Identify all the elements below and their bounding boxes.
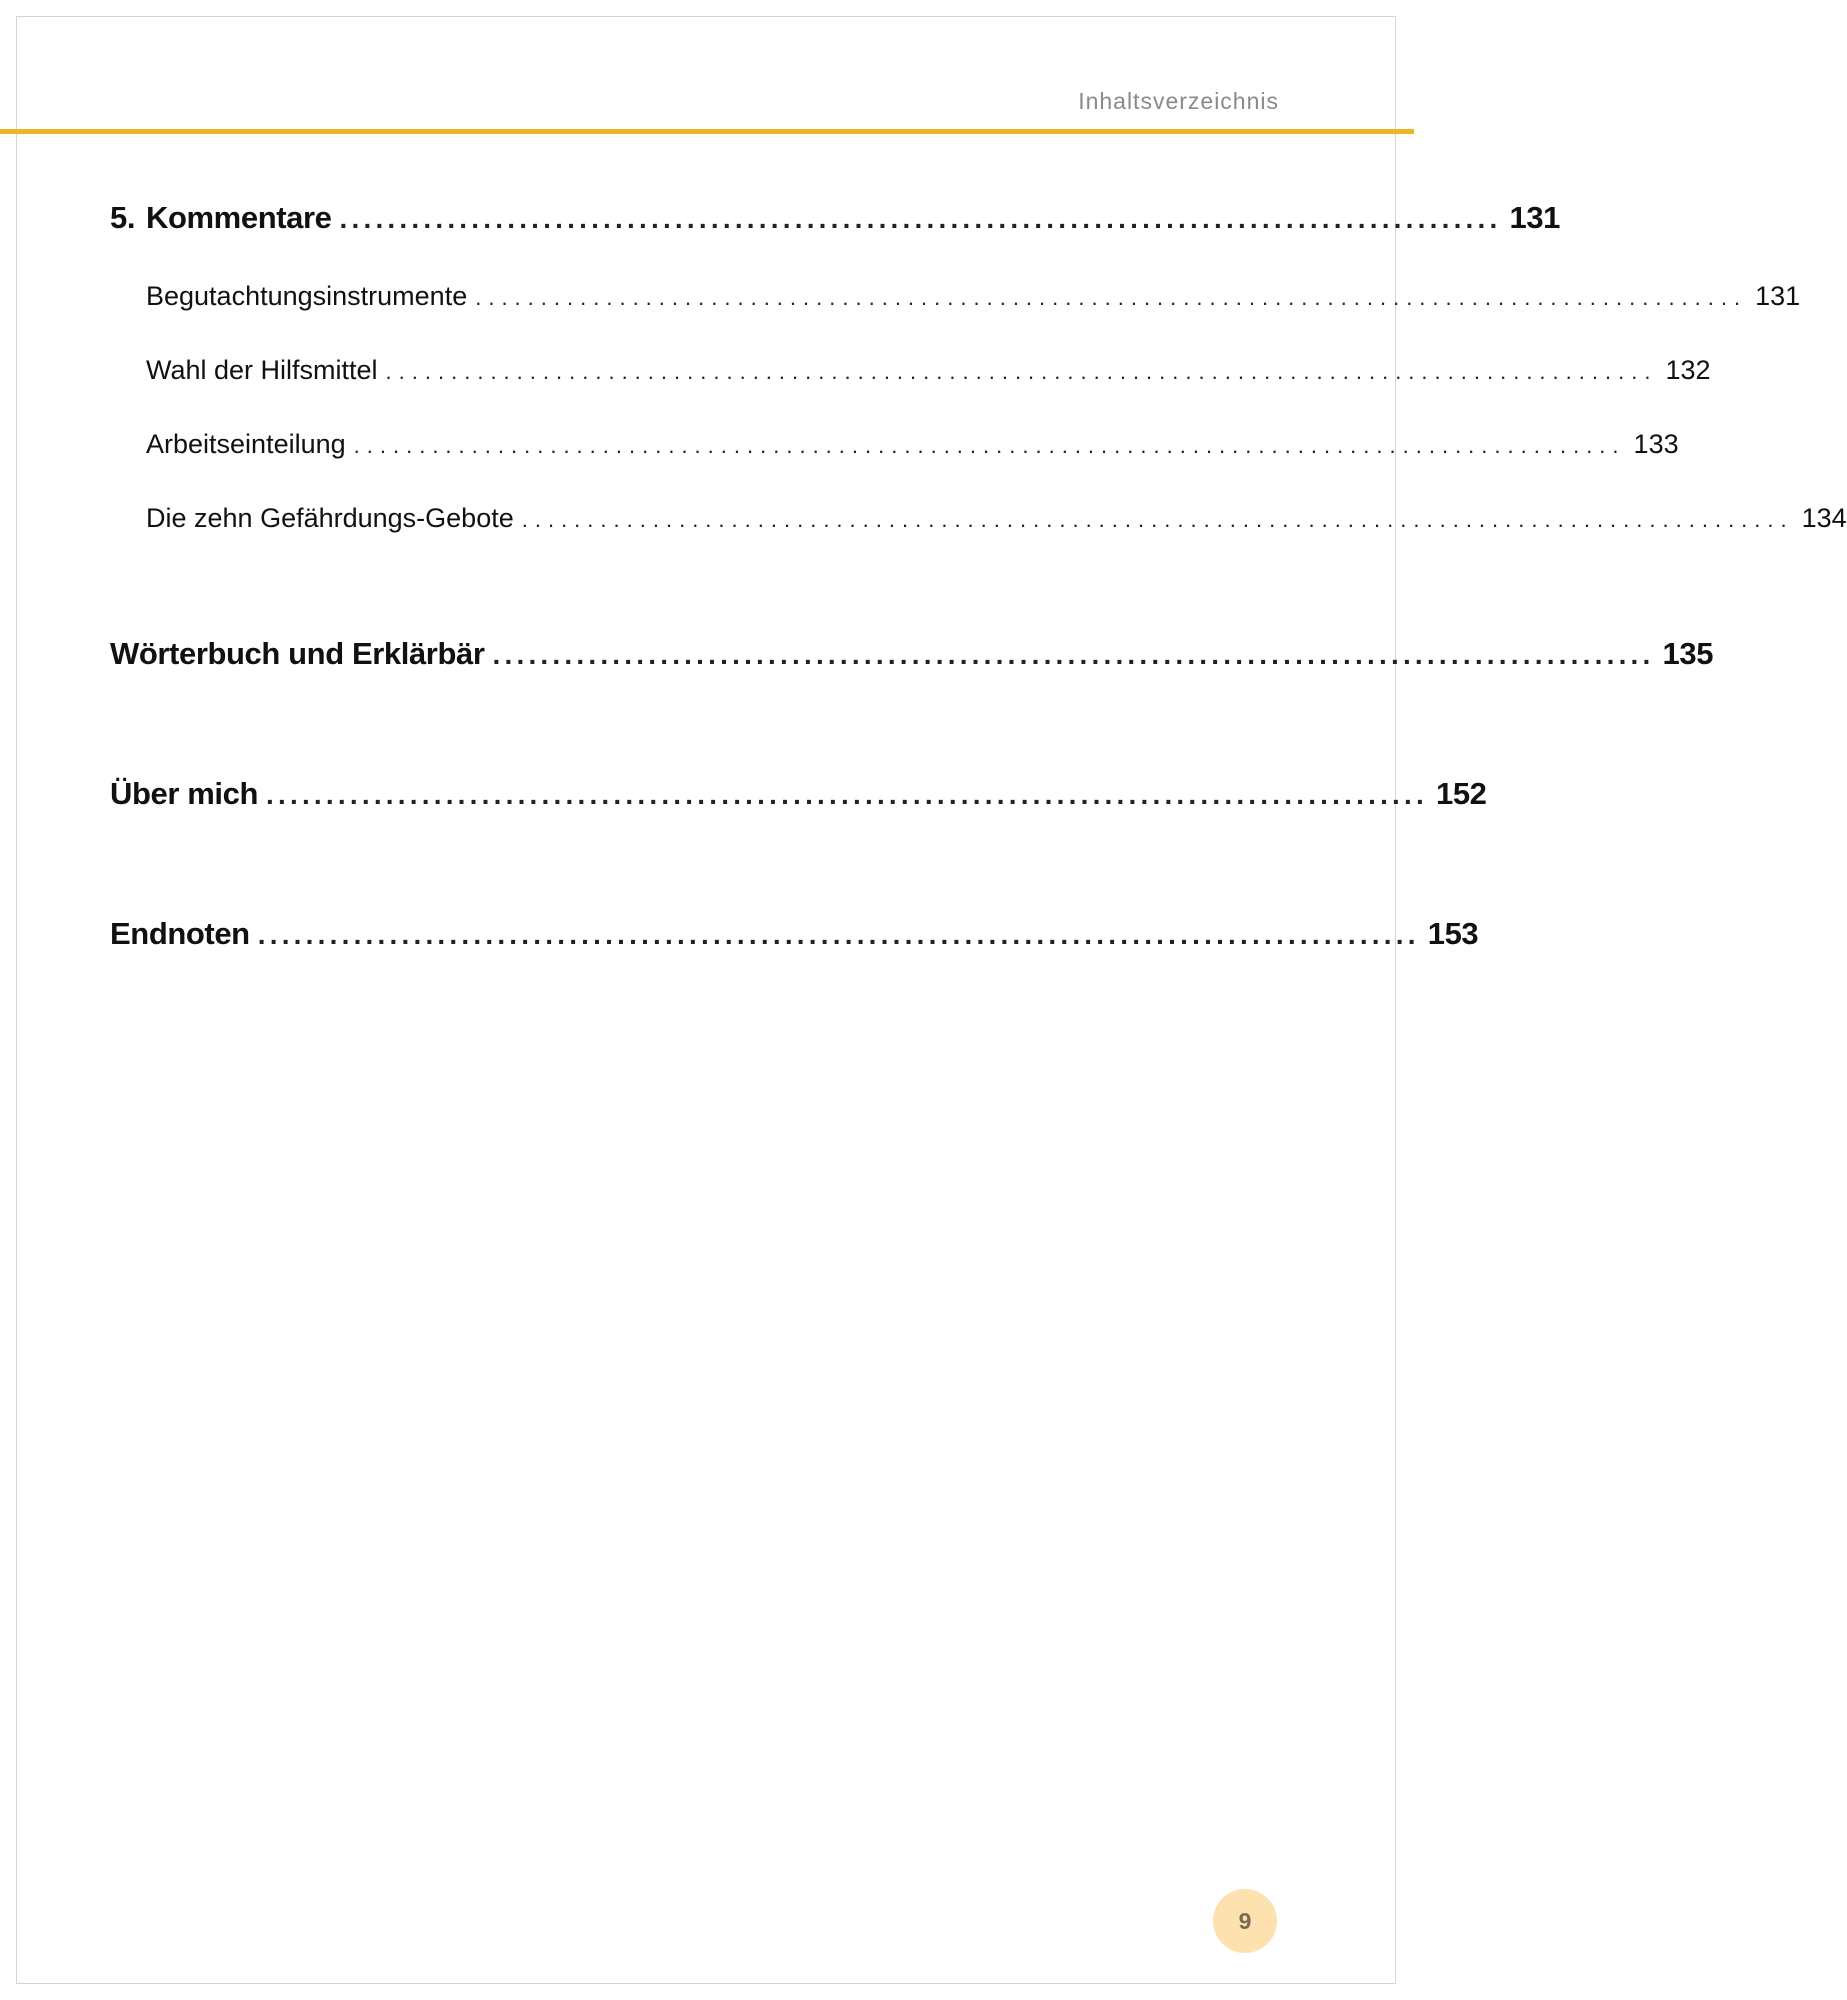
dot-leader: ................................................................................................. bbox=[266, 779, 1428, 810]
toc-entry-number: 5. bbox=[110, 200, 136, 235]
dot-leader: ................................................................................................. bbox=[492, 639, 1655, 670]
toc-entry-page: 152 bbox=[1436, 776, 1487, 811]
dot-leader: ................................................................................................. bbox=[475, 285, 1748, 310]
toc-entry-title: Begutachtungsinstrumente bbox=[146, 281, 468, 311]
toc-entry-endnoten[interactable] bbox=[110, 916, 1479, 952]
header-rule bbox=[0, 129, 1414, 134]
dot-leader: ................................................................................................. bbox=[385, 359, 1658, 384]
toc-entry-title: Endnoten bbox=[110, 916, 250, 951]
toc-entry-ueber-mich[interactable] bbox=[110, 776, 1487, 812]
toc-entry-wahl-der-hilfsmittel[interactable] bbox=[110, 355, 1711, 386]
toc-entry-page: 132 bbox=[1665, 355, 1711, 385]
toc-entry-title: Die zehn Gefährdungs-Gebote bbox=[146, 503, 514, 533]
dot-leader: ................................................................................................. bbox=[521, 507, 1794, 532]
dot-leader: ................................................................................................. bbox=[257, 919, 1420, 950]
toc-entry-title: Wörterbuch und Erklärbär bbox=[110, 636, 485, 671]
toc-entry-title: Kommentare bbox=[146, 200, 332, 235]
toc-entry-gefaehrdungs-gebote[interactable] bbox=[110, 503, 1847, 534]
toc-entry-title: Wahl der Hilfsmittel bbox=[146, 355, 378, 385]
running-header: Inhaltsverzeichnis bbox=[1078, 88, 1279, 114]
toc-entry-title: Arbeitseinteilung bbox=[146, 429, 346, 459]
toc-entry-page: 131 bbox=[1755, 281, 1801, 311]
toc-entry-arbeitseinteilung[interactable] bbox=[110, 429, 1679, 460]
toc-entry-page: 131 bbox=[1509, 200, 1561, 235]
toc-entry-kommentare[interactable] bbox=[110, 200, 1561, 236]
toc-entry-woerterbuch[interactable] bbox=[110, 636, 1714, 672]
toc-entry-begutachtungsinstrumente[interactable] bbox=[110, 281, 1801, 312]
toc-entry-page: 153 bbox=[1427, 916, 1479, 951]
toc-entry-page: 133 bbox=[1633, 429, 1679, 459]
toc-entry-page: 135 bbox=[1662, 636, 1714, 671]
toc-entry-title: Über mich bbox=[110, 776, 258, 811]
toc-entry-page: 134 bbox=[1801, 503, 1847, 533]
dot-leader: ................................................................................................. bbox=[353, 433, 1626, 458]
page-number-badge: 9 bbox=[1213, 1889, 1277, 1953]
dot-leader: ................................................................................................. bbox=[339, 203, 1502, 234]
